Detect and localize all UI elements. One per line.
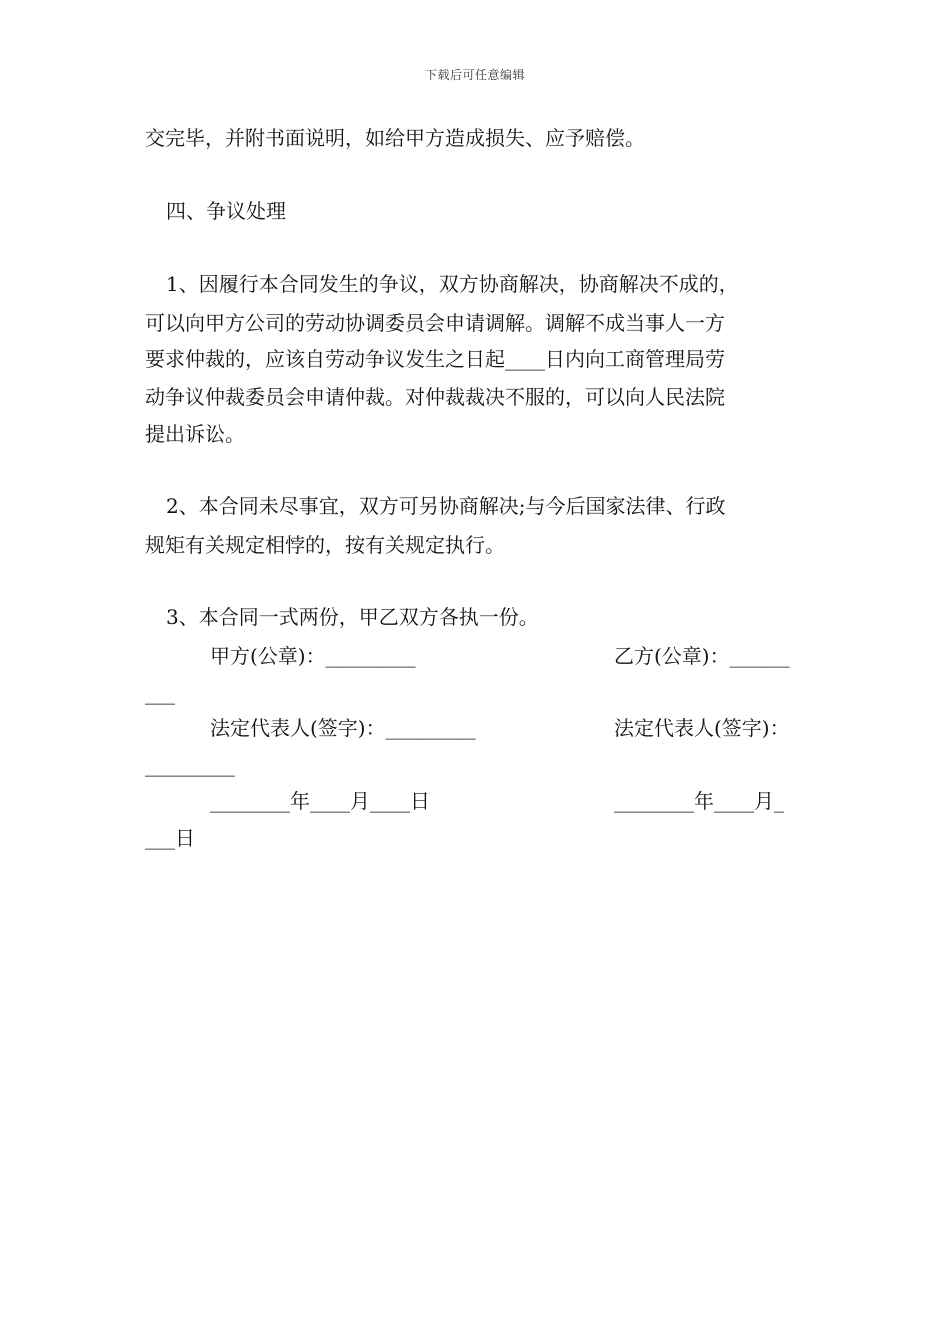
clause-1-line-2: 可以向甲方公司的劳动协调委员会申请调解。调解不成当事人一方 — [145, 311, 725, 335]
party-b-seal: 乙方(公章)：______ — [614, 644, 790, 668]
section-heading: 四、争议处理 — [166, 199, 286, 223]
party-b-representative: 法定代表人(签字)： — [614, 716, 790, 740]
clause-2-line-2: 规矩有关规定相悖的，按有关规定执行。 — [145, 533, 505, 557]
party-a-seal: 甲方(公章)：_________ — [210, 644, 416, 668]
clause-1-line-5: 提出诉讼。 — [145, 422, 245, 446]
clause-1-line-4: 动争议仲裁委员会申请仲裁。对仲裁裁决不服的，可以向人民法院 — [145, 385, 725, 409]
clause-2-line-1: 2、本合同未尽事宜，双方可另协商解决;与今后国家法律、行政 — [166, 494, 726, 518]
party-b-representative-continuation: _________ — [145, 753, 235, 777]
clause-1-line-3: 要求仲裁的，应该自劳动争议发生之日起____日内向工商管理局劳 — [145, 347, 725, 371]
party-b-date: ________年____月_ — [614, 789, 784, 813]
party-a-date: ________年____月____日 — [210, 789, 430, 813]
clause-3: 3、本合同一式两份，甲乙双方各执一份。 — [166, 605, 539, 629]
party-b-seal-continuation: ___ — [145, 681, 175, 705]
party-b-date-continuation: ___日 — [145, 826, 195, 850]
page-header: 下载后可任意编辑 — [424, 68, 525, 82]
clause-1-line-1: 1、因履行本合同发生的争议，双方协商解决，协商解决不成的， — [166, 272, 739, 296]
paragraph-continuation: 交完毕，并附书面说明，如给甲方造成损失、应予赔偿。 — [145, 126, 645, 150]
party-a-representative: 法定代表人(签字)：_________ — [210, 716, 476, 740]
